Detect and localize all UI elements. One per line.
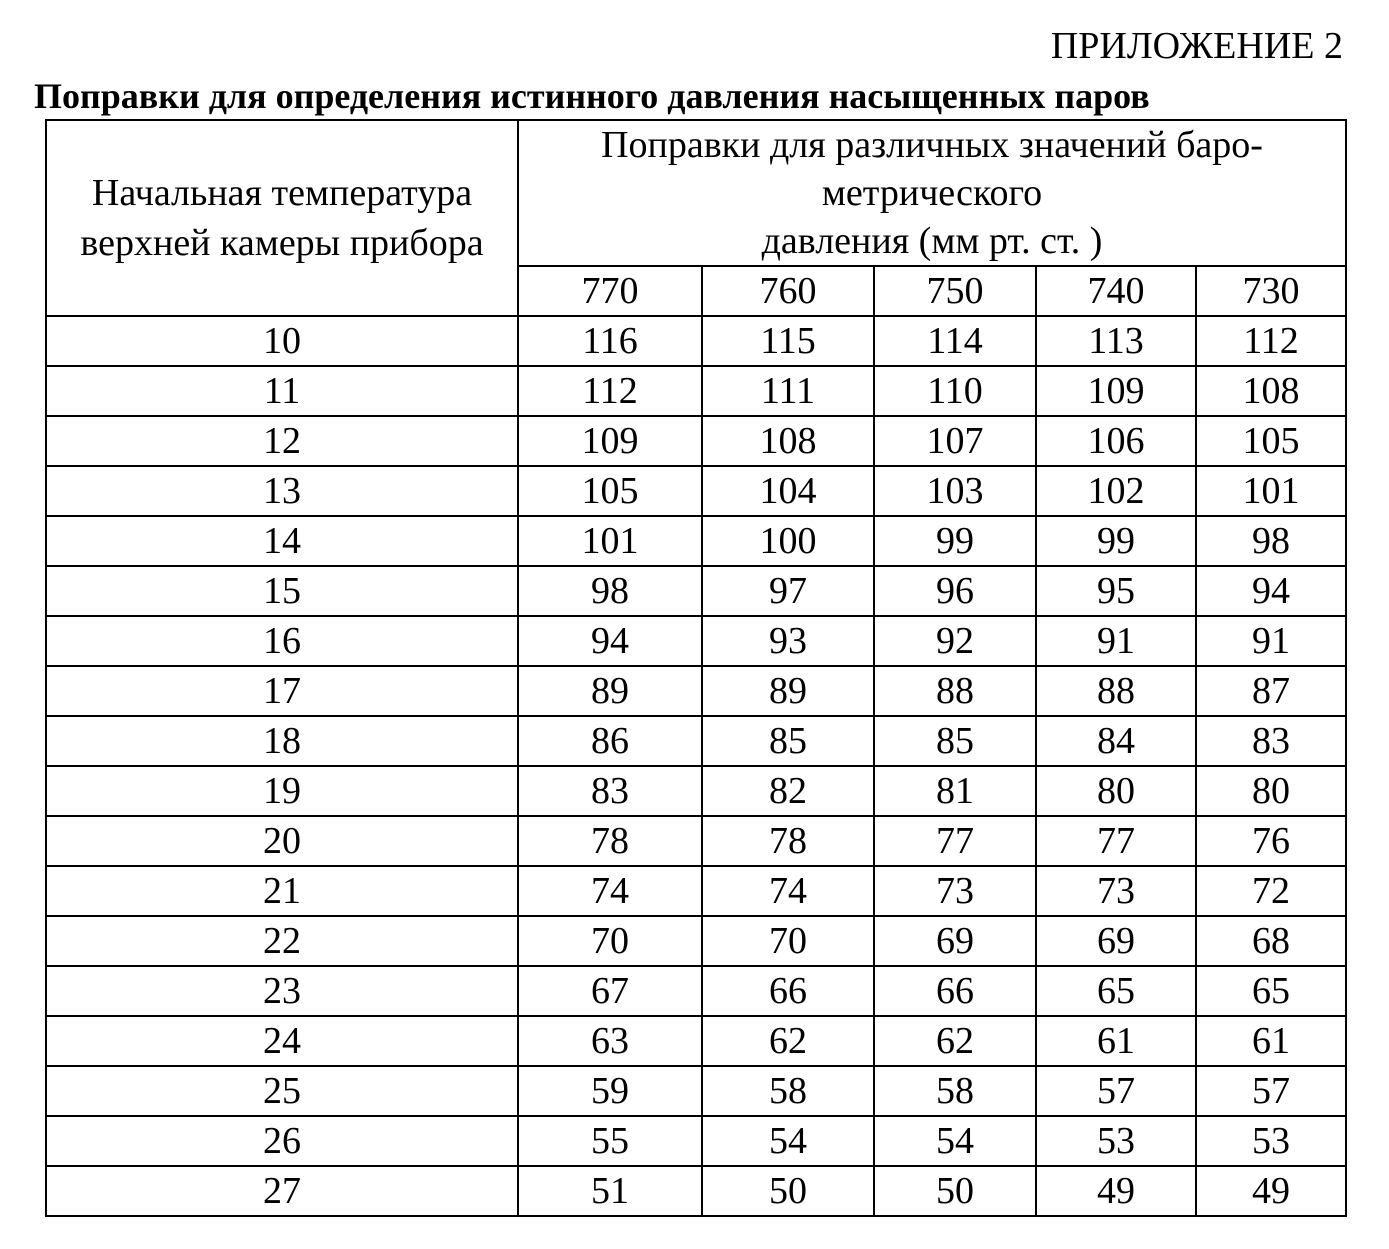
- document-title: Поправки для определения истинного давления насыщенных паров: [34, 76, 1150, 116]
- table-row: [46, 1066, 1346, 1116]
- temperature-cell: 13: [46, 466, 518, 516]
- table-row: [46, 366, 1346, 416]
- table-row: [46, 666, 1346, 716]
- correction-cell: 107: [874, 416, 1036, 466]
- correction-cell: 83: [518, 766, 702, 816]
- correction-cell: 65: [1036, 966, 1196, 1016]
- temperature-cell: 27: [46, 1166, 518, 1216]
- correction-cell: 62: [874, 1016, 1036, 1066]
- correction-cell: 78: [518, 816, 702, 866]
- correction-cell: 101: [1196, 466, 1346, 516]
- correction-cell: 100: [702, 516, 874, 566]
- correction-cell: 59: [518, 1066, 702, 1116]
- correction-cell: 96: [874, 566, 1036, 616]
- correction-cell: 106: [1036, 416, 1196, 466]
- table-row: [46, 516, 1346, 566]
- correction-cell: 80: [1196, 766, 1346, 816]
- temperature-cell: 19: [46, 766, 518, 816]
- correction-cell: 50: [874, 1166, 1036, 1216]
- table-row: [46, 1116, 1346, 1166]
- correction-cell: 78: [702, 816, 874, 866]
- correction-cell: 65: [1196, 966, 1346, 1016]
- correction-cell: 61: [1196, 1016, 1346, 1066]
- corrections-table: [45, 119, 1347, 1217]
- correction-cell: 94: [518, 616, 702, 666]
- correction-cell: 58: [874, 1066, 1036, 1116]
- correction-cell: 105: [1196, 416, 1346, 466]
- correction-cell: 61: [1036, 1016, 1196, 1066]
- header-temperature-line-1: Начальная температура: [91, 172, 473, 214]
- correction-cell: 57: [1196, 1066, 1346, 1116]
- correction-cell: 53: [1196, 1116, 1346, 1166]
- correction-cell: 85: [874, 716, 1036, 766]
- header-corrections-line-3: давления (мм рт. ст. ): [761, 220, 1103, 262]
- correction-cell: 77: [1036, 816, 1196, 866]
- correction-cell: 113: [1036, 316, 1196, 366]
- correction-cell: 68: [1196, 916, 1346, 966]
- temperature-cell: 10: [46, 316, 518, 366]
- table-row: [46, 1016, 1346, 1066]
- correction-cell: 88: [874, 666, 1036, 716]
- correction-cell: 91: [1036, 616, 1196, 666]
- table-row: [46, 766, 1346, 816]
- table-row: [46, 466, 1346, 516]
- correction-cell: 116: [518, 316, 702, 366]
- pressure-header: 760: [702, 266, 874, 316]
- header-corrections: [518, 120, 1346, 266]
- correction-cell: 63: [518, 1016, 702, 1066]
- header-corrections-line-1: Поправки для различных значений баро-: [601, 124, 1263, 166]
- correction-cell: 104: [702, 466, 874, 516]
- correction-cell: 67: [518, 966, 702, 1016]
- correction-cell: 98: [1196, 516, 1346, 566]
- pressure-header: 750: [874, 266, 1036, 316]
- correction-cell: 91: [1196, 616, 1346, 666]
- correction-cell: 92: [874, 616, 1036, 666]
- correction-cell: 55: [518, 1116, 702, 1166]
- table-row: [46, 916, 1346, 966]
- temperature-cell: 11: [46, 366, 518, 416]
- table-row: [46, 716, 1346, 766]
- correction-cell: 85: [702, 716, 874, 766]
- correction-cell: 108: [1196, 366, 1346, 416]
- table-row: [46, 566, 1346, 616]
- correction-cell: 88: [1036, 666, 1196, 716]
- temperature-cell: 25: [46, 1066, 518, 1116]
- correction-cell: 87: [1196, 666, 1346, 716]
- temperature-cell: 16: [46, 616, 518, 666]
- table-row: [46, 416, 1346, 466]
- temperature-cell: 17: [46, 666, 518, 716]
- correction-cell: 81: [874, 766, 1036, 816]
- correction-cell: 103: [874, 466, 1036, 516]
- header-temperature: [46, 120, 518, 316]
- correction-cell: 54: [702, 1116, 874, 1166]
- correction-cell: 70: [702, 916, 874, 966]
- correction-cell: 74: [702, 866, 874, 916]
- correction-cell: 70: [518, 916, 702, 966]
- correction-cell: 80: [1036, 766, 1196, 816]
- correction-cell: 108: [702, 416, 874, 466]
- correction-cell: 50: [702, 1166, 874, 1216]
- correction-cell: 49: [1036, 1166, 1196, 1216]
- correction-cell: 57: [1036, 1066, 1196, 1116]
- table-row: [46, 816, 1346, 866]
- table-row: [46, 316, 1346, 366]
- correction-cell: 73: [874, 866, 1036, 916]
- correction-cell: 114: [874, 316, 1036, 366]
- header-row-top: [46, 120, 1346, 266]
- temperature-cell: 15: [46, 566, 518, 616]
- temperature-cell: 22: [46, 916, 518, 966]
- pressure-header: 740: [1036, 266, 1196, 316]
- correction-cell: 54: [874, 1116, 1036, 1166]
- table-row: [46, 966, 1346, 1016]
- correction-cell: 66: [702, 966, 874, 1016]
- correction-cell: 49: [1196, 1166, 1346, 1216]
- temperature-cell: 26: [46, 1116, 518, 1166]
- correction-cell: 69: [874, 916, 1036, 966]
- correction-cell: 101: [518, 516, 702, 566]
- header-corrections-line-2: метрического: [821, 172, 1043, 214]
- correction-cell: 62: [702, 1016, 874, 1066]
- correction-cell: 109: [1036, 366, 1196, 416]
- correction-cell: 105: [518, 466, 702, 516]
- correction-cell: 73: [1036, 866, 1196, 916]
- correction-cell: 86: [518, 716, 702, 766]
- correction-cell: 112: [518, 366, 702, 416]
- header-temperature-line-2: верхней камеры прибора: [80, 222, 484, 264]
- correction-cell: 77: [874, 816, 1036, 866]
- correction-cell: 93: [702, 616, 874, 666]
- correction-cell: 83: [1196, 716, 1346, 766]
- correction-cell: 109: [518, 416, 702, 466]
- correction-cell: 110: [874, 366, 1036, 416]
- correction-cell: 74: [518, 866, 702, 916]
- correction-cell: 99: [874, 516, 1036, 566]
- temperature-cell: 14: [46, 516, 518, 566]
- correction-cell: 102: [1036, 466, 1196, 516]
- correction-cell: 72: [1196, 866, 1346, 916]
- correction-cell: 58: [702, 1066, 874, 1116]
- temperature-cell: 21: [46, 866, 518, 916]
- table-row: [46, 1166, 1346, 1216]
- appendix-label: ПРИЛОЖЕНИЕ 2: [1050, 25, 1343, 67]
- correction-cell: 98: [518, 566, 702, 616]
- correction-cell: 82: [702, 766, 874, 816]
- correction-cell: 66: [874, 966, 1036, 1016]
- table-body: [46, 316, 1346, 1216]
- correction-cell: 76: [1196, 816, 1346, 866]
- correction-cell: 97: [702, 566, 874, 616]
- temperature-cell: 18: [46, 716, 518, 766]
- correction-cell: 84: [1036, 716, 1196, 766]
- temperature-cell: 12: [46, 416, 518, 466]
- correction-cell: 51: [518, 1166, 702, 1216]
- temperature-cell: 20: [46, 816, 518, 866]
- correction-cell: 99: [1036, 516, 1196, 566]
- table-row: [46, 616, 1346, 666]
- pressure-header: 730: [1196, 266, 1346, 316]
- pressure-header: 770: [518, 266, 702, 316]
- temperature-cell: 23: [46, 966, 518, 1016]
- correction-cell: 89: [518, 666, 702, 716]
- table-row: [46, 866, 1346, 916]
- correction-cell: 95: [1036, 566, 1196, 616]
- correction-cell: 89: [702, 666, 874, 716]
- temperature-cell: 24: [46, 1016, 518, 1066]
- correction-cell: 115: [702, 316, 874, 366]
- correction-cell: 112: [1196, 316, 1346, 366]
- correction-cell: 53: [1036, 1116, 1196, 1166]
- correction-cell: 111: [702, 366, 874, 416]
- correction-cell: 69: [1036, 916, 1196, 966]
- correction-cell: 94: [1196, 566, 1346, 616]
